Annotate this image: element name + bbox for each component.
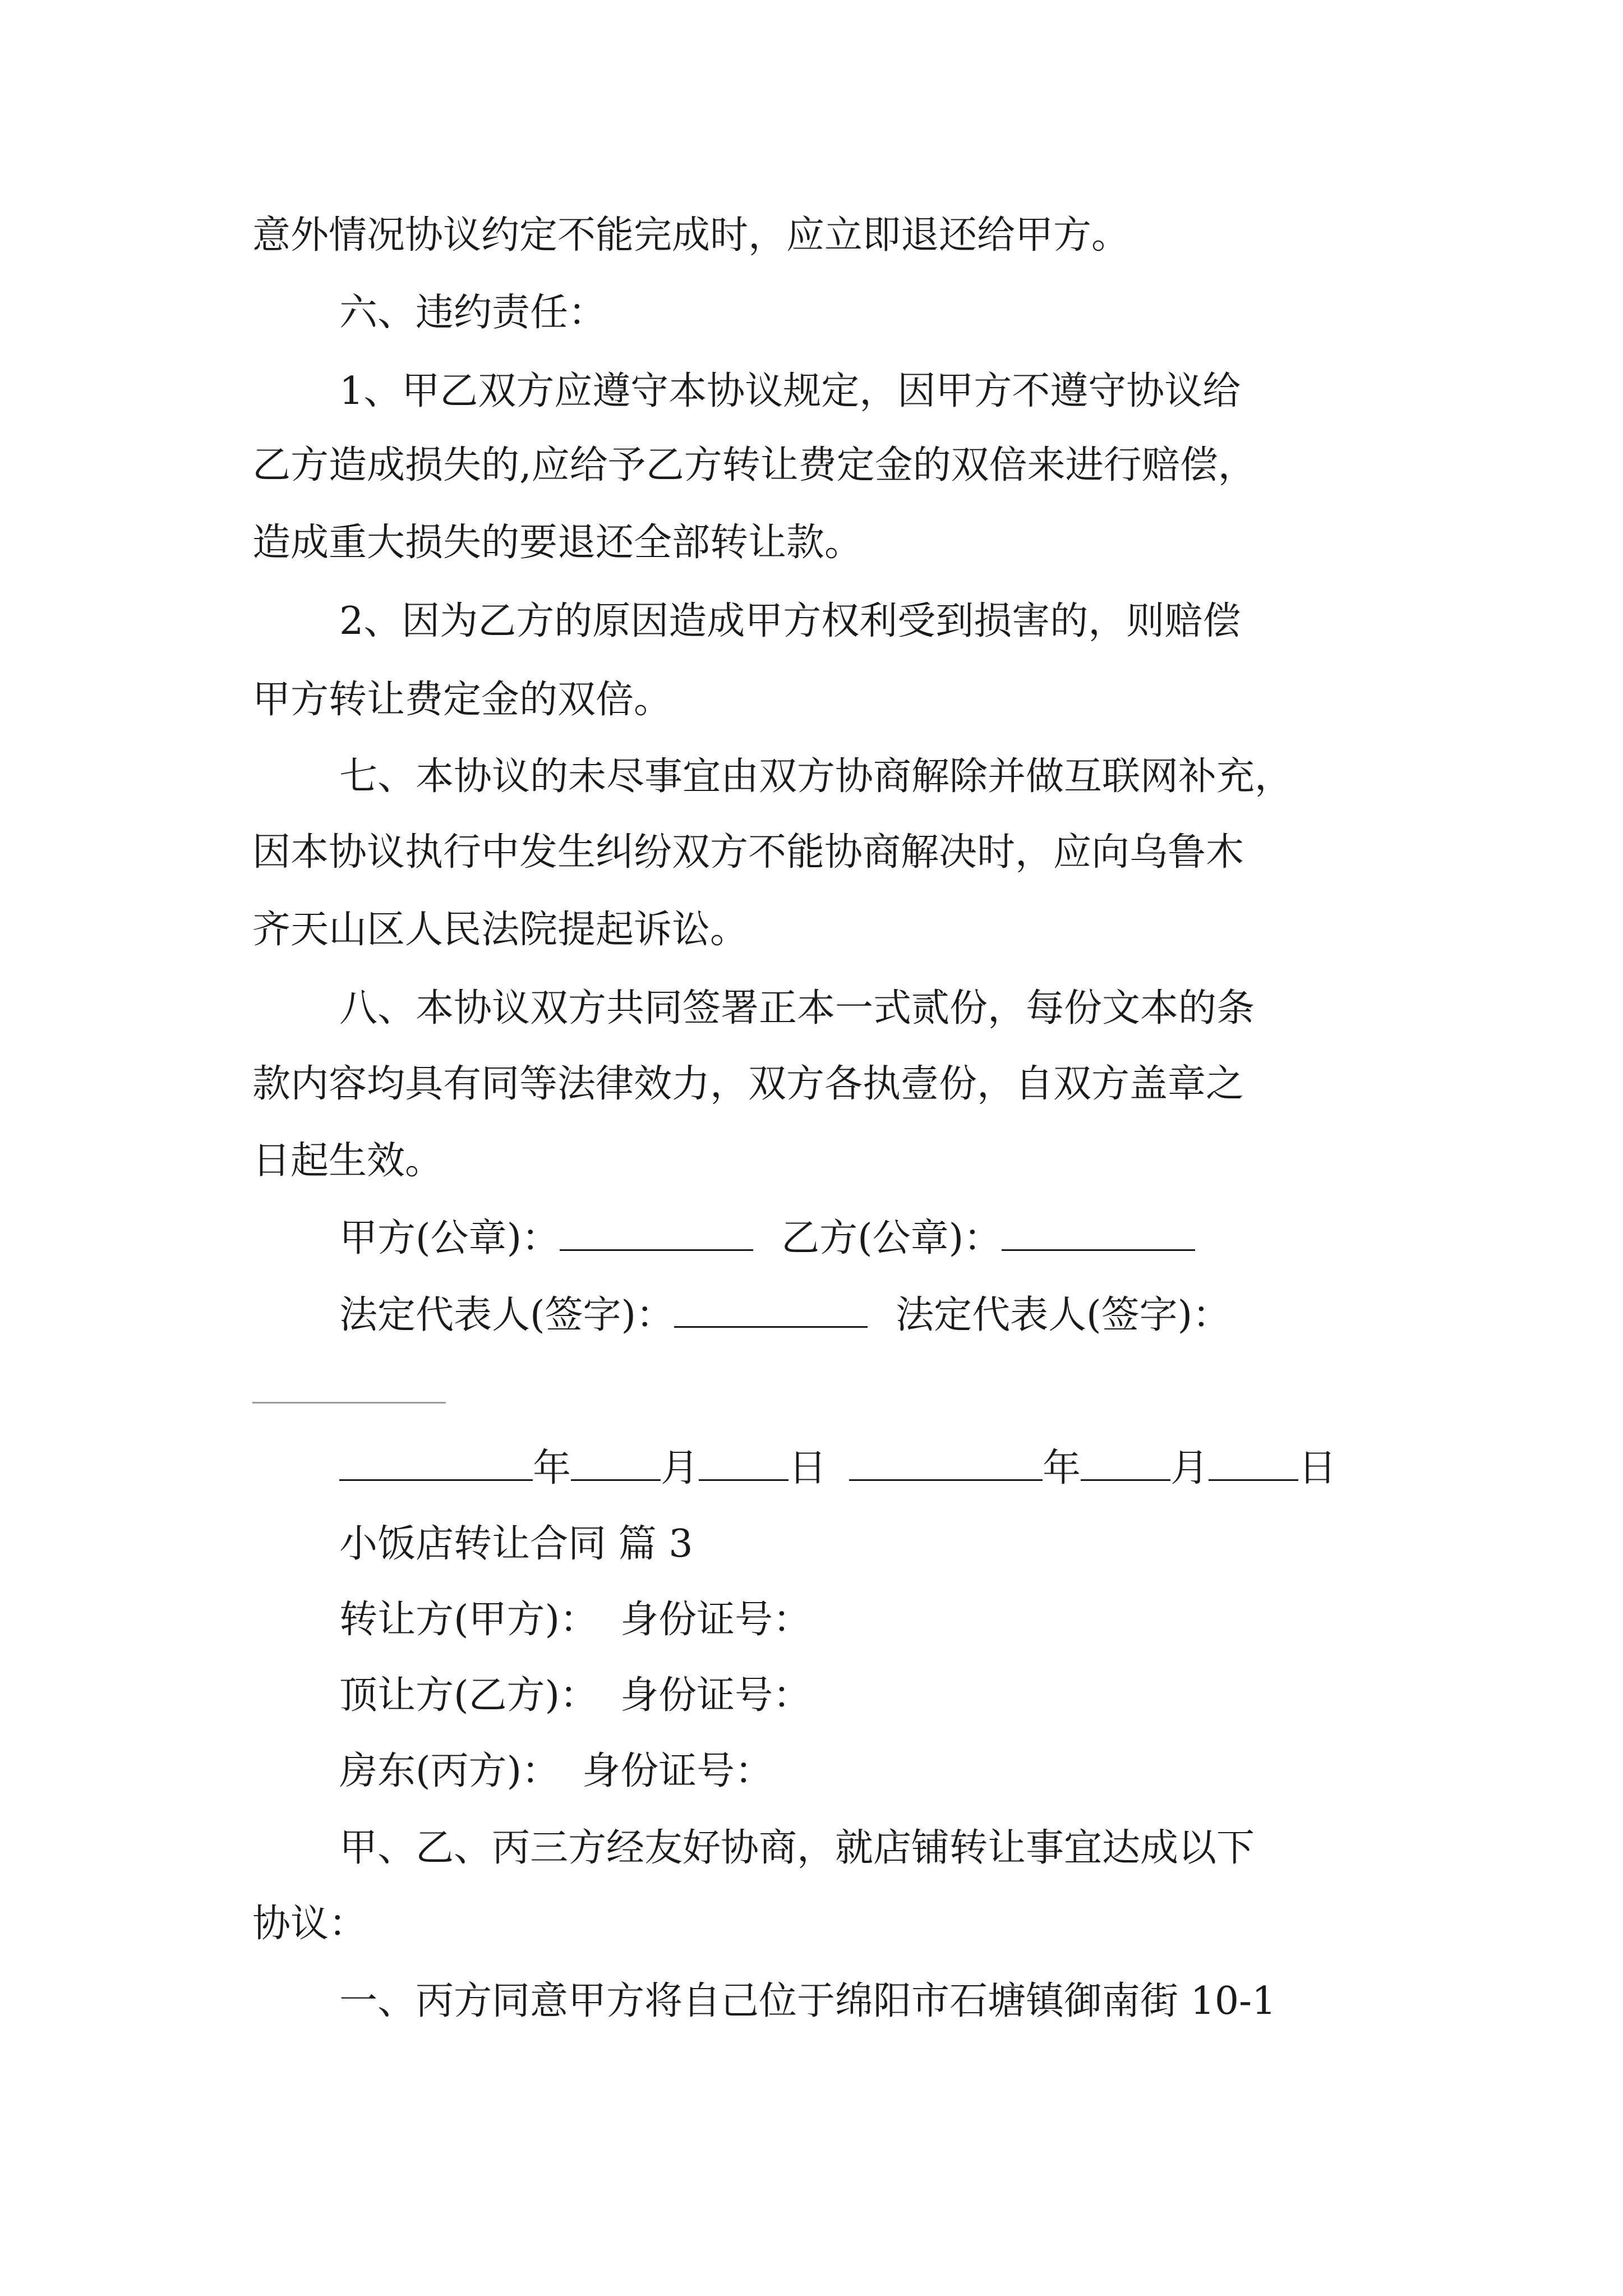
date-line [339, 1446, 1336, 1491]
party-a-seal-blank [560, 1217, 753, 1251]
paragraph-line: 甲方转让费定金的双倍。 [252, 678, 672, 722]
paragraph-line: 一、丙方同意甲方将自己位于绵阳市石塘镇御南街 10-1 [339, 1979, 1276, 2023]
rep-b-blank [252, 1369, 446, 1404]
day-label-a: 日 [789, 1446, 827, 1490]
year-label-b: 年 [1043, 1446, 1081, 1490]
day-blank-a [699, 1447, 789, 1481]
paragraph-line: 意外情况协议约定不能完成时，应立即退还给甲方。 [252, 213, 1130, 257]
landlord-label: 房东(丙方)： [339, 1749, 560, 1793]
year-label-a: 年 [533, 1446, 571, 1490]
paragraph-line: 日起生效。 [252, 1139, 444, 1183]
transferee-label: 顶让方(乙方)： [339, 1673, 598, 1718]
day-blank-b [1209, 1447, 1298, 1481]
section-title: 小饭店转让合同 篇 3 [339, 1522, 693, 1566]
rep-a-label: 法定代表人(签字)： [339, 1293, 675, 1337]
paragraph-line: 2、因为乙方的原因造成甲方权利受到损害的，则赔偿 [339, 599, 1241, 643]
month-blank-b [1081, 1447, 1170, 1481]
rep-b-blank-line [252, 1369, 446, 1414]
paragraph-line: 七、本协议的未尽事宜由双方协商解除并做互联网补充， [339, 754, 1293, 799]
transferor-label: 转让方(甲方)： [339, 1598, 598, 1642]
party-a-seal-label: 甲方(公章)： [339, 1216, 560, 1260]
paragraph-line: 造成重大损失的要退还全部转让款。 [252, 521, 863, 565]
transferee-id-label: 身份证号： [620, 1673, 811, 1718]
transferor-id-label: 身份证号： [620, 1598, 811, 1642]
landlord-id-label: 身份证号： [582, 1749, 773, 1793]
year-blank-b [849, 1447, 1043, 1481]
day-label-b: 日 [1298, 1446, 1337, 1490]
month-label-b: 月 [1170, 1446, 1209, 1490]
paragraph-line: 协议： [252, 1902, 367, 1946]
signature-rep-line [339, 1293, 1230, 1338]
party-b-seal-blank [1002, 1217, 1195, 1251]
paragraph-line: 齐天山区人民法院提起诉讼。 [252, 908, 749, 952]
paragraph-line: 甲、乙、丙三方经友好协商，就店铺转让事宜达成以下 [339, 1826, 1255, 1870]
month-label-a: 月 [661, 1446, 699, 1490]
signature-seal-line [339, 1216, 1195, 1261]
month-blank-a [571, 1447, 661, 1481]
paragraph-line: 因本协议执行中发生纠纷双方不能协商解决时，应向乌鲁木 [252, 830, 1244, 875]
landlord-line [339, 1749, 773, 1794]
transferee-line [339, 1673, 811, 1718]
paragraph-line: 八、本协议双方共同签署正本一式贰份，每份文本的条 [339, 986, 1255, 1030]
rep-a-blank [674, 1294, 868, 1328]
section-heading: 六、违约责任： [339, 291, 607, 335]
paragraph-line: 1、甲乙双方应遵守本协议规定，因甲方不遵守协议给 [339, 369, 1241, 413]
paragraph-line: 乙方造成损失的,应给予乙方转让费定金的双倍来进行赔偿， [252, 443, 1256, 487]
party-b-seal-label: 乙方(公章)： [781, 1216, 1002, 1260]
transferor-line [339, 1598, 811, 1642]
paragraph-line: 款内容均具有同等法律效力，双方各执壹份，自双方盖章之 [252, 1062, 1244, 1106]
rep-b-label: 法定代表人(签字)： [896, 1293, 1231, 1337]
year-blank-a [339, 1447, 533, 1481]
